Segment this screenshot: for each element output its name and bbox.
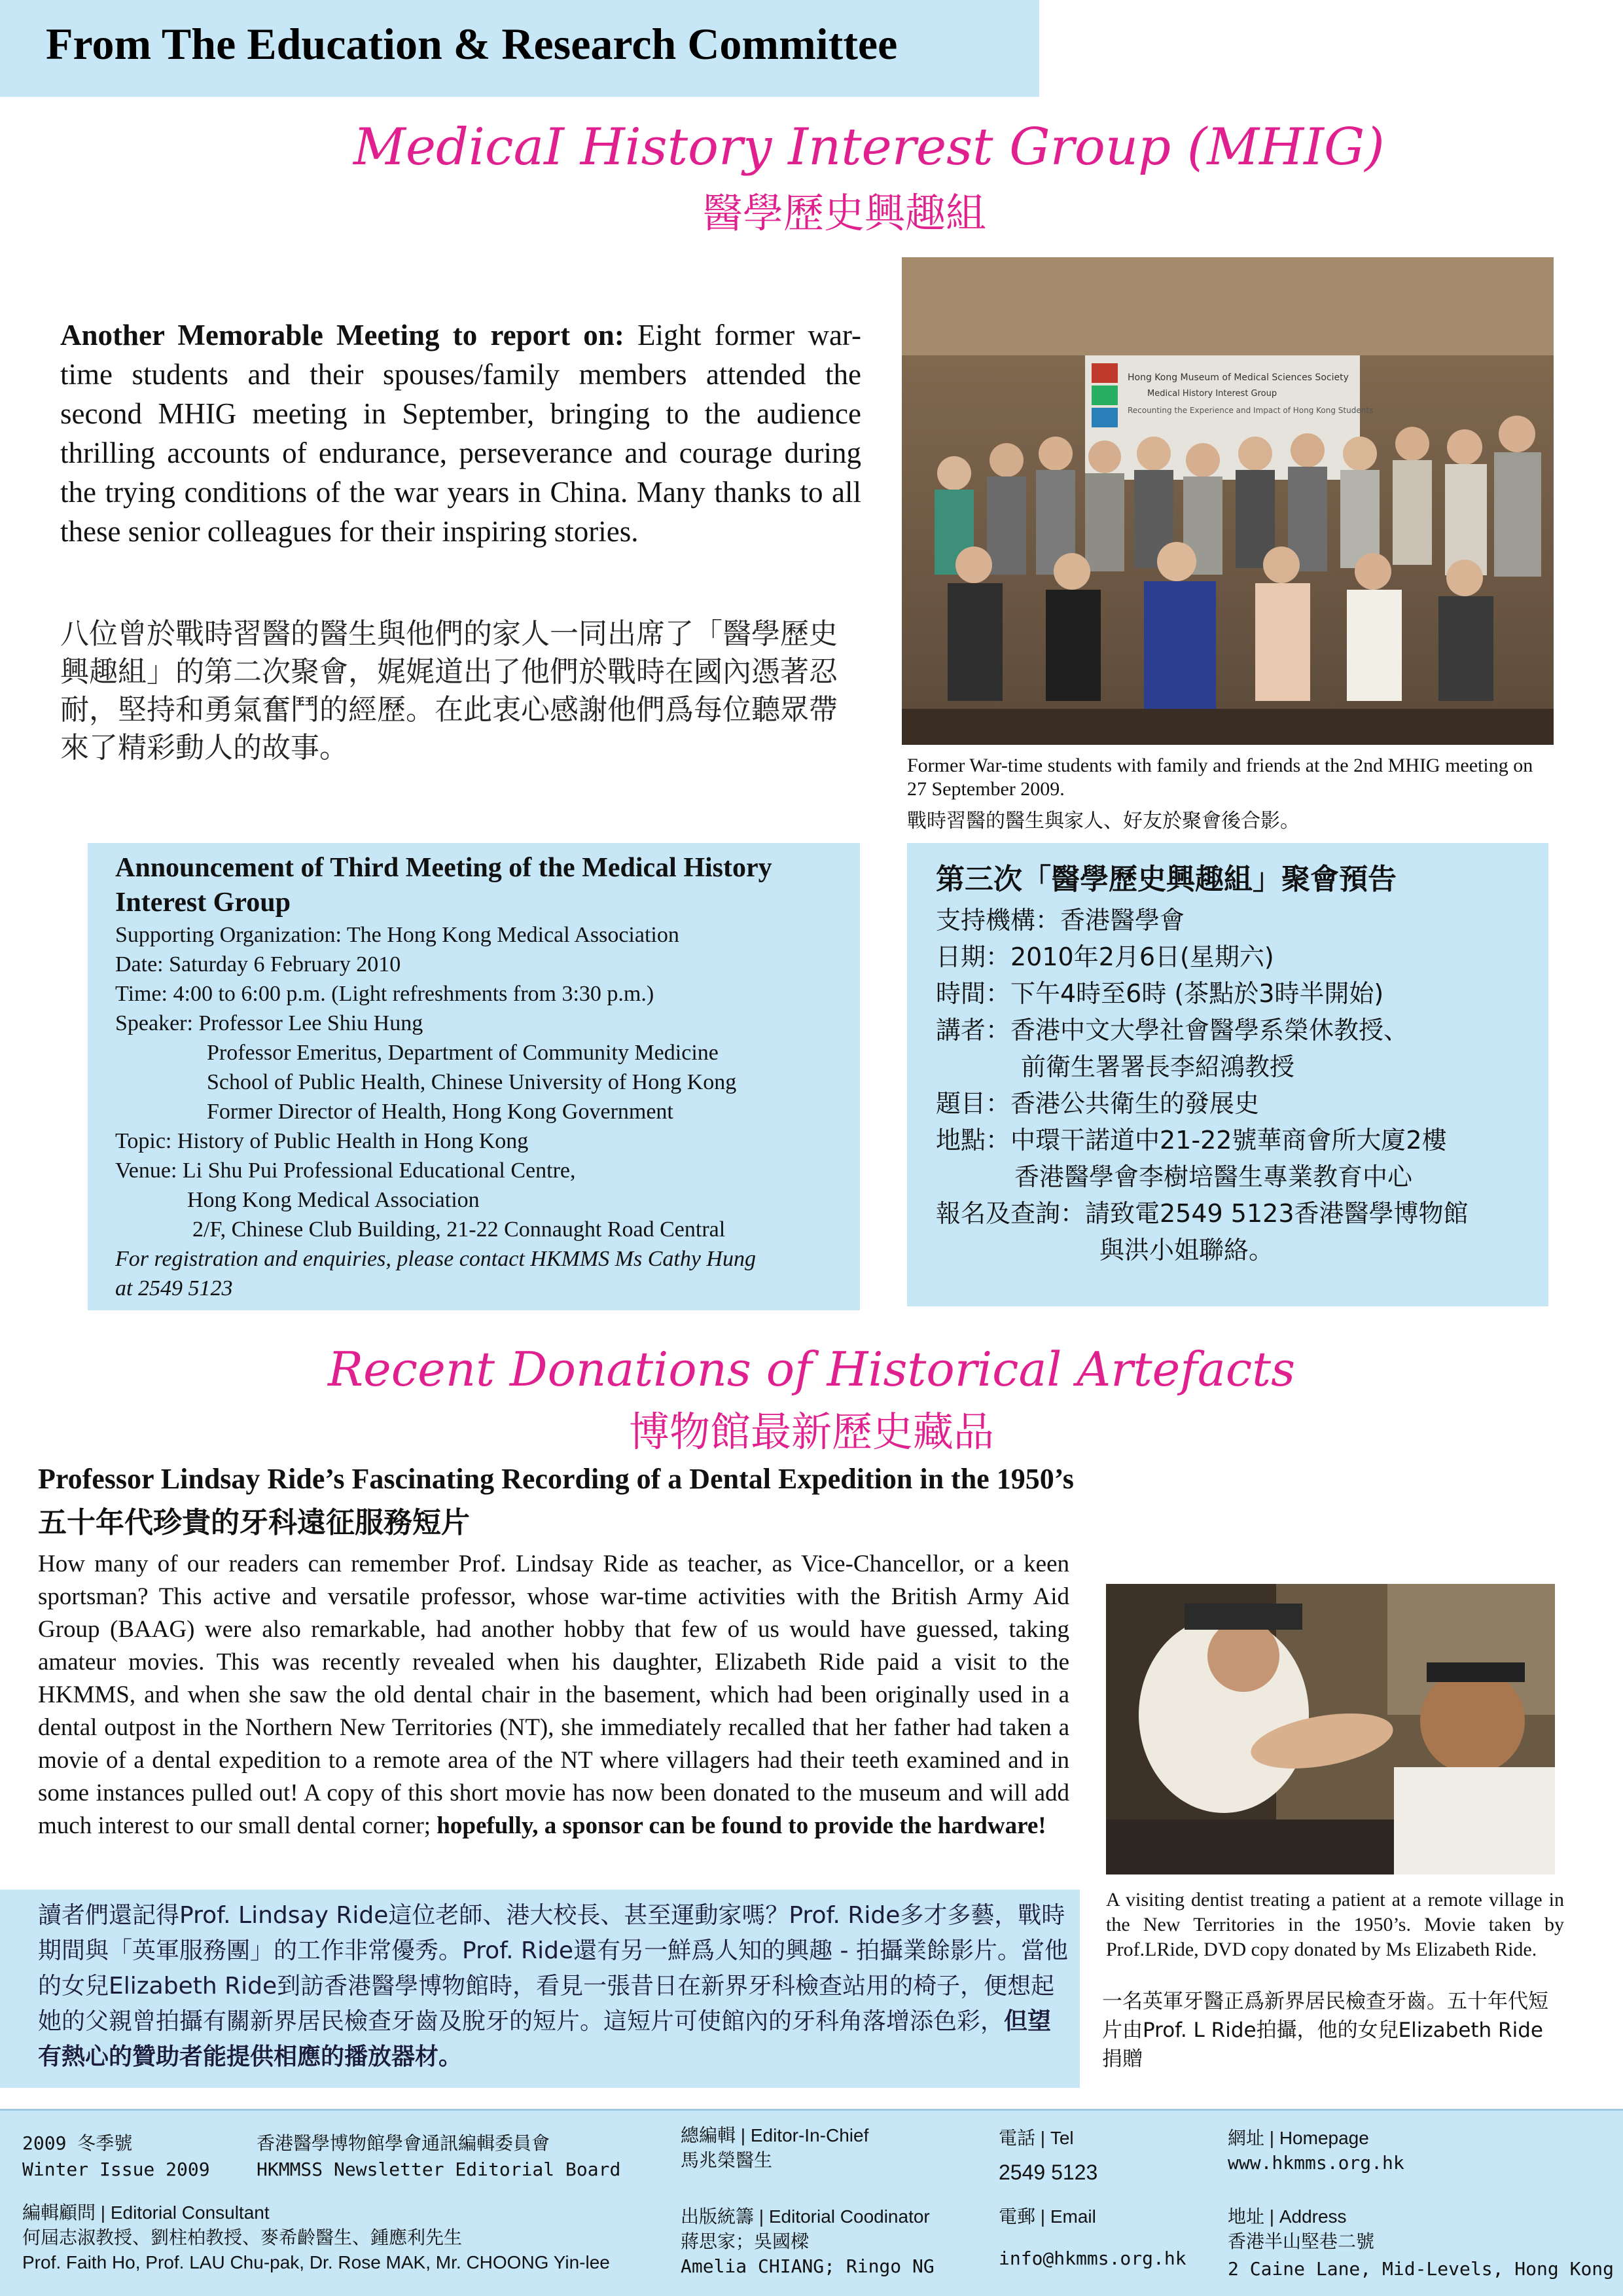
announcement-zh-topic: 題目：香港公共衛生的發展史 (936, 1089, 1260, 1118)
photo-banner-line-2: Medical History Interest Group (1147, 389, 1277, 399)
footer-email-link[interactable]: info@hkmms.org.hk (999, 2248, 1186, 2269)
announcement-speaker-title-3: Former Director of Health, Hong Kong Government (207, 1100, 673, 1124)
footer-coordinator-en: Amelia CHIANG; Ringo NG (681, 2255, 935, 2277)
donations-body (38, 1548, 1069, 1842)
dentist-photo-caption: A visiting dentist treating a patient at a remote village in the New Territories in the 1950’s. Movie taken by Prof.LRide, DVD copy donated by Ms Elizabeth Ride. (1106, 1889, 1564, 1960)
dentist-photo-illustration (1106, 1584, 1555, 1874)
donations-subtitle: Professor Lindsay Ride’s Fascinating Recording of a Dental Expedition in the 1950’s (38, 1463, 1074, 1495)
mhig-title: MedicaI History Interest Group (MHIG) (353, 118, 1385, 177)
footer-coordinator-label: 出版統籌 | Editorial Coodinator (681, 2206, 930, 2227)
footer-editor-name: 馬兆榮醫生 (681, 2149, 773, 2171)
mhig-report (60, 315, 861, 551)
announcement-zh-time: 時間：下午4時至6時 (茶點於3時半開始) (936, 979, 1384, 1008)
announcement-zh-date: 日期：2010年2月6日(星期六) (936, 942, 1274, 971)
announcement-zh-speaker: 講者：香港中文大學社會醫學系榮休教授、 (936, 1016, 1409, 1045)
footer-address-label: 地址 | Address (1228, 2206, 1347, 2227)
donations-body-zh (38, 1898, 1069, 2075)
footer-consultant-en: Prof. Faith Ho, Prof. LAU Chu-pak, Dr. Rose MAK, Mr. CHOONG Yin-lee (22, 2252, 610, 2272)
announcement-zh-speaker-2: 前衛生署署長李紹鴻教授 (1021, 1052, 1295, 1081)
donations-body-zh-text: 讀者們還記得Prof. Lindsay Ride這位老師、港大校長、甚至運動家嗎？Prof. Ride多才多藝，戰時期間與「英軍服務團」的工作非常優秀。Prof. Ride還有另一鮮爲人知的興趣 - 拍攝業餘影片。當他的女兒Elizabeth Ride到訪香港醫學博物館時，看見一張昔日在新界牙科檢查站用的椅子，便想起她的父親曾拍攝有關新界居民檢查牙齒及脫牙的短片。這短片可使館內的牙科角落增添色彩， (38, 1902, 1068, 2035)
dentist-photo-caption-zh: 一名英軍牙醫正爲新界居民檢查牙齒。五十年代短片由Prof. L Ride拍攝，他的女兒Elizabeth Ride捐贈 (1102, 1990, 1548, 2071)
footer-consultant-zh: 何屆志淑教授、劉柱柏教授、麥希齡醫生、鍾應利先生 (22, 2227, 463, 2248)
mhig-title-zh: 醫學歷史興趣組 (702, 189, 986, 237)
announcement-zh-enquiry-2: 與洪小姐聯絡。 (1099, 1236, 1274, 1265)
announcement-zh (936, 857, 1469, 1268)
group-photo (902, 257, 1554, 745)
photo-banner-line-1: Hong Kong Museum of Medical Sciences Society (1128, 372, 1349, 383)
group-photo-caption-zh: 戰時習醫的醫生與家人、好友於聚會後合影。 (907, 810, 1300, 833)
footer-issue-zh: 2009 冬季號 (22, 2132, 133, 2154)
announcement-title-line-1: Announcement of Third Meeting of the Medical History (115, 853, 772, 883)
announcement-date: Date: Saturday 6 February 2010 (115, 952, 401, 977)
footer-consultant-label: 編輯顧問 | Editorial Consultant (22, 2202, 270, 2223)
announcement-enquiry-phone: at 2549 5123 (115, 1276, 233, 1300)
announcement-speaker: Speaker: Professor Lee Shiu Hung (115, 1011, 423, 1035)
footer-editor-label: 總編輯 | Editor-In-Chief (681, 2125, 869, 2145)
announcement-title-line-2: Interest Group (115, 888, 291, 918)
footer-tel-label: 電話 | Tel (999, 2128, 1074, 2148)
announcement-zh-venue: 地點：中環干諾道中21-22號華商會所大廈2樓 (936, 1126, 1447, 1155)
announcement-venue: Venue: Li Shu Pui Professional Educational Centre, (115, 1158, 576, 1183)
announcement-zh-org: 支持機構：香港醫學會 (936, 906, 1185, 935)
announcement-en (115, 851, 772, 1303)
footer-address-en: 2 Caine Lane, Mid-Levels, Hong Kong (1228, 2258, 1614, 2280)
mhig-report-zh: 八位曾於戰時習醫的醫生與他們的家人一同出席了「醫學歷史興趣組」的第二次聚會，娓娓道出了他們於戰時在國內憑著忍耐，堅持和勇氣奮鬥的經歷。在此衷心感謝他們爲每位聽眾帶來了精彩動人的故事。 (60, 617, 838, 764)
mhig-report-body: Eight former war-time students and their spouses/family members attended the second MHIG meeting in September, bringing to the audience thrilling accounts of endurance, perseverance and courage during the trying conditions of the war years in China. Many thanks to all these senior colleagues for their inspiring stories. (60, 319, 861, 548)
donations-body-text: How many of our readers can remember Prof. Lindsay Ride as teacher, as Vice-Chancellor, or a keen sportsman? This active and versatile professor, whose war-time activities with the British Army Aid Group (BAAG) were also remarkable, had another hobby that few of us would have guessed, taking amateur movies. This was recently revealed when his daughter, Elizabeth Ride paid a visit to the HKMMS, and when she saw the old dental chair in the basement, which had been originally used in a dental outpost in the Northern New Territories (NT), she immediately recalled that her father had taken a movie of a dental expedition to a remote area of the NT where villagers had their teeth examined and in some instances pulled out! A copy of this short movie has now been donated to the museum and will add much interest to our small dental corner; (38, 1551, 1069, 1839)
footer-tel: 2549 5123 (999, 2161, 1098, 2184)
donations-title-zh: 博物館最新歷史藏品 (628, 1408, 994, 1456)
announcement-enquiry: For registration and enquiries, please contact HKMMS Ms Cathy Hung (115, 1247, 756, 1271)
donations-body-bold: hopefully, a sponsor can be found to provide the hardware! (437, 1812, 1046, 1839)
footer-coordinator-zh: 蔣思家；吳國樑 (681, 2231, 810, 2252)
footer-address-zh: 香港半山堅巷二號 (1228, 2231, 1375, 2252)
footer-homepage-label: 網址 | Homepage (1228, 2128, 1369, 2148)
footer-issue-en: Winter Issue 2009 (22, 2159, 210, 2180)
footer-board-zh: 香港醫學博物館學會通訊編輯委員會 (257, 2132, 550, 2154)
group-photo-illustration (902, 257, 1554, 745)
announcement-org: Supporting Organization: The Hong Kong Medical Association (115, 923, 679, 947)
dentist-photo (1106, 1584, 1555, 1874)
donations-title: Recent Donations of Historical Artefacts (327, 1342, 1296, 1397)
footer-board-en: HKMMSS Newsletter Editorial Board (257, 2159, 621, 2180)
footer-email-label: 電郵 | Email (999, 2206, 1096, 2227)
announcement-speaker-title-1: Professor Emeritus, Department of Community Medicine (207, 1041, 719, 1065)
group-photo-caption: Former War-time students with family and friends at the 2nd MHIG meeting on 27 September 2009. (907, 755, 1533, 800)
announcement-zh-enquiry: 報名及查詢：請致電2549 5123香港醫學博物館 (936, 1199, 1469, 1228)
page-title: From The Education & Research Committee (46, 19, 898, 69)
announcement-zh-title: 第三次「醫學歷史興趣組」聚會預告 (936, 863, 1397, 896)
announcement-time: Time: 4:00 to 6:00 p.m. (Light refreshments from 3:30 p.m.) (115, 982, 654, 1006)
announcement-topic: Topic: History of Public Health in Hong Kong (115, 1129, 529, 1153)
donations-body-zh-bold: 但望有熱心的贊助者能提供相應的播放器材。 (38, 2008, 1052, 2070)
announcement-speaker-title-2: School of Public Health, Chinese University of Hong Kong (207, 1070, 737, 1094)
announcement-venue-line-2: Hong Kong Medical Association (187, 1188, 480, 1212)
announcement-venue-line-3: 2/F, Chinese Club Building, 21-22 Connaught Road Central (192, 1217, 726, 1242)
announcement-zh-venue-2: 香港醫學會李樹培醫生專業教育中心 (1014, 1162, 1413, 1191)
mhig-report-lead: Another Memorable Meeting to report on: (60, 319, 624, 351)
photo-banner-line-3: Recounting the Experience and Impact of Hong Kong Students (1128, 406, 1374, 415)
donations-subtitle-zh: 五十年代珍貴的牙科遠征服務短片 (38, 1506, 470, 1539)
footer-homepage-link[interactable]: www.hkmms.org.hk (1228, 2152, 1404, 2174)
